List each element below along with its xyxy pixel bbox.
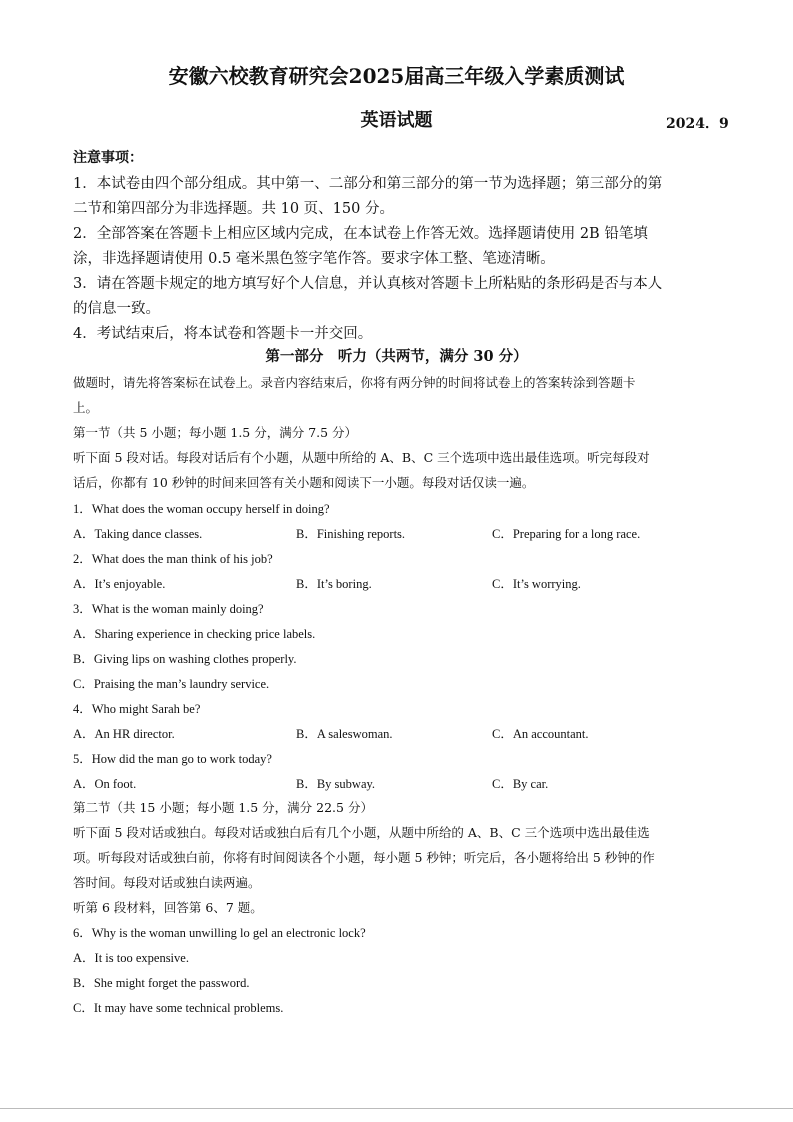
option-c: C．By car. xyxy=(492,777,549,791)
note-line: 4．考试结束后，将本试卷和答题卡一并交回。 xyxy=(73,326,373,342)
note-line: 3．请在答题卡规定的地方填写好个人信息，并认真核对答题卡上所粘贴的条形码是否与本人 xyxy=(73,276,663,292)
section2-intro-line: 答时间。每段对话或独白读两遍。 xyxy=(73,875,261,890)
question-stem: 4．Who might Sarah be? xyxy=(73,702,201,716)
part1-heading: 第一部分 听力（共两节，满分 30 分） xyxy=(265,348,528,365)
material-instruction: 听第 6 段材料，回答第 6、7 题。 xyxy=(73,900,263,915)
option-b: B．By subway. xyxy=(296,777,376,791)
option-b: B．It’s boring. xyxy=(296,577,372,591)
part1-intro-line: 上。 xyxy=(73,400,99,415)
page-bottom-rule xyxy=(0,1108,793,1109)
note-line: 二节和第四部分为非选择题。共 10 页、150 分。 xyxy=(73,201,394,217)
question-stem: 6．Why is the woman unwilling lo gel an electronic lock? xyxy=(73,926,366,940)
section2-intro-line: 听下面 5 段对话或独白。每段对话或独白后有几个小题，从题中所给的 A、B、C 三个选项中选出最佳选 xyxy=(73,825,650,840)
question-stem: 1．What does the woman occupy herself in doing? xyxy=(73,502,330,516)
part1-intro-line: 做题时，请先将答案标在试卷上。录音内容结束后，你将有两分钟的时间将试卷上的答案转涂到答题卡 xyxy=(73,375,636,390)
note-line: 1．本试卷由四个部分组成。其中第一、二部分和第三部分的第一节为选择题；第三部分的第 xyxy=(73,176,663,192)
option-a: A．It is too expensive. xyxy=(73,951,189,965)
note-line: 涂，非选择题请使用 0.5 毫米黑色签字笔作答。要求字体工整、笔迹清晰。 xyxy=(73,251,555,267)
section2-intro-line: 项。听每段对话或独白前，你将有时间阅读各个小题，每小题 5 秒钟；听完后，各小题将给出 5 秒钟的作 xyxy=(73,850,655,865)
question-stem: 5．How did the man go to work today? xyxy=(73,752,272,766)
question-stem: 3．What is the woman mainly doing? xyxy=(73,602,264,616)
option-a: A．It’s enjoyable. xyxy=(73,577,166,591)
section1-intro-line: 话后，你都有 10 秒钟的时间来回答有关小题和阅读下一小题。每段对话仅读一遍。 xyxy=(73,475,535,490)
section2-heading: 第二节（共 15 小题；每小题 1.5 分，满分 22.5 分） xyxy=(73,800,373,815)
note-line: 2．全部答案在答题卡上相应区域内完成，在本试卷上作答无效。选择题请使用 2B 铅笔填 xyxy=(73,226,648,242)
notes-heading: 注意事项： xyxy=(73,150,143,166)
section1-heading: 第一节（共 5 小题；每小题 1.5 分，满分 7.5 分） xyxy=(73,425,358,440)
option-c: C．Praising the man’s laundry service. xyxy=(73,677,270,691)
option-a: A．Sharing experience in checking price labels. xyxy=(73,627,316,641)
option-b: B．Finishing reports. xyxy=(296,527,406,541)
exam-subtitle: 英语试题 xyxy=(360,110,433,131)
option-a: A．An HR director. xyxy=(73,727,175,741)
note-line: 的信息一致。 xyxy=(73,301,160,317)
option-c: C．An accountant. xyxy=(492,727,589,741)
exam-date: 2024．9 xyxy=(666,116,729,132)
option-c: C．It’s worrying. xyxy=(492,577,581,591)
exam-title: 安徽六校教育研究会2025届高三年级入学素质测试 xyxy=(168,64,625,88)
option-b: B．Giving lips on washing clothes properly. xyxy=(73,652,297,666)
option-a: A．Taking dance classes. xyxy=(73,527,203,541)
option-b: B．A saleswoman. xyxy=(296,727,393,741)
option-b: B．She might forget the password. xyxy=(73,976,250,990)
option-a: A．On foot. xyxy=(73,777,137,791)
option-c: C．It may have some technical problems. xyxy=(73,1001,284,1015)
question-stem: 2．What does the man think of his job? xyxy=(73,552,273,566)
section1-intro-line: 听下面 5 段对话。每段对话后有个小题，从题中所给的 A、B、C 三个选项中选出最佳选项。听完每段对 xyxy=(73,450,650,465)
option-c: C．Preparing for a long race. xyxy=(492,527,641,541)
